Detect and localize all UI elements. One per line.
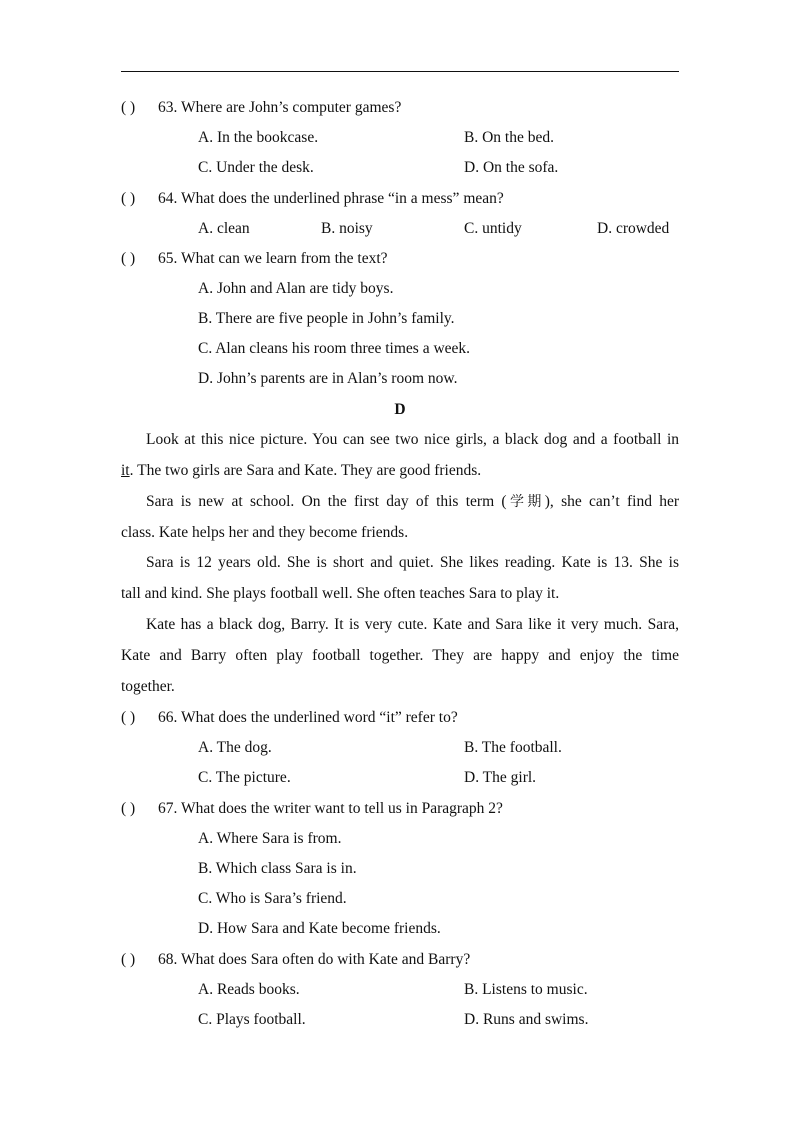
option-d: D. John’s parents are in Alan’s room now. (198, 370, 458, 387)
answer-blank[interactable]: ( ) (121, 250, 136, 267)
question-text: 65. What can we learn from the text? (158, 250, 388, 267)
answer-blank[interactable]: ( ) (121, 190, 136, 207)
passage-p1-line2 (121, 461, 679, 481)
question-text: 64. What does the underlined phrase “in a mess” mean? (158, 190, 504, 207)
option-c: C. Who is Sara’s friend. (198, 890, 347, 907)
question-64 (121, 189, 504, 209)
passage-p4-line1: Kate has a black dog, Barry. It is very cute. Kate and Sara like it very much. Sara, (146, 616, 679, 633)
option-c: C. The picture. (198, 769, 291, 786)
option-b: B. noisy (321, 220, 373, 237)
option-b: B. The football. (464, 739, 562, 756)
answer-blank[interactable]: ( ) (121, 951, 136, 968)
option-b: B. Which class Sara is in. (198, 860, 357, 877)
option-a: A. In the bookcase. (198, 129, 319, 146)
passage-p3-line1: Sara is 12 years old. She is short and quiet. She likes reading. Kate is 13. She is (146, 554, 679, 571)
option-c: C. Under the desk. (198, 159, 314, 176)
option-d: D. crowded (597, 220, 670, 237)
passage-p4-line2: Kate and Barry often play football together. They are happy and enjoy the time (121, 647, 679, 664)
question-text: 66. What does the underlined word “it” refer to? (158, 709, 458, 726)
question-text: 68. What does Sara often do with Kate and Barry? (158, 951, 471, 968)
option-b: B. On the bed. (464, 129, 554, 146)
underlined-word-it: it (121, 462, 130, 479)
option-a: A. Reads books. (198, 981, 300, 998)
question-68 (121, 950, 470, 970)
passage-heading: D (394, 401, 406, 418)
option-a: A. clean (198, 220, 250, 237)
option-a: A. Where Sara is from. (198, 830, 342, 847)
answer-blank[interactable]: ( ) (121, 99, 136, 116)
option-b: B. Listens to music. (464, 981, 588, 998)
option-c: C. Alan cleans his room three times a week. (198, 340, 471, 357)
option-b: B. There are five people in John’s family. (198, 310, 455, 327)
chinese-gloss: 学期 (506, 494, 545, 510)
option-d: D. How Sara and Kate become friends. (198, 920, 441, 937)
option-c: C. Plays football. (198, 1011, 306, 1028)
option-d: D. On the sofa. (464, 159, 559, 176)
passage-p2-line1 (121, 492, 679, 512)
passage-p3-line2: tall and kind. She plays football well. She often teaches Sara to play it. (121, 585, 560, 602)
question-65 (121, 249, 388, 269)
passage-text: Sara is new at school. On the first day of this term ( (146, 493, 507, 510)
passage-p1-line1: Look at this nice picture. You can see two nice girls, a black dog and a football in (146, 431, 679, 448)
header-rule (121, 71, 679, 72)
option-c: C. untidy (464, 220, 522, 237)
passage-text: . The two girls are Sara and Kate. They are good friends. (129, 462, 482, 479)
answer-blank[interactable]: ( ) (121, 709, 136, 726)
option-a: A. John and Alan are tidy boys. (198, 280, 394, 297)
passage-p4-line3: together. (121, 678, 175, 695)
answer-blank[interactable]: ( ) (121, 800, 136, 817)
option-d: D. The girl. (464, 769, 537, 786)
question-text: 63. Where are John’s computer games? (158, 99, 402, 116)
passage-text: ), she can’t find her (544, 493, 679, 510)
question-67 (121, 799, 503, 819)
option-d: D. Runs and swims. (464, 1011, 589, 1028)
option-a: A. The dog. (198, 739, 272, 756)
passage-p2-line2: class. Kate helps her and they become friends. (121, 524, 409, 541)
question-66 (121, 708, 458, 728)
question-text: 67. What does the writer want to tell us in Paragraph 2? (158, 800, 503, 817)
question-63 (121, 98, 401, 118)
